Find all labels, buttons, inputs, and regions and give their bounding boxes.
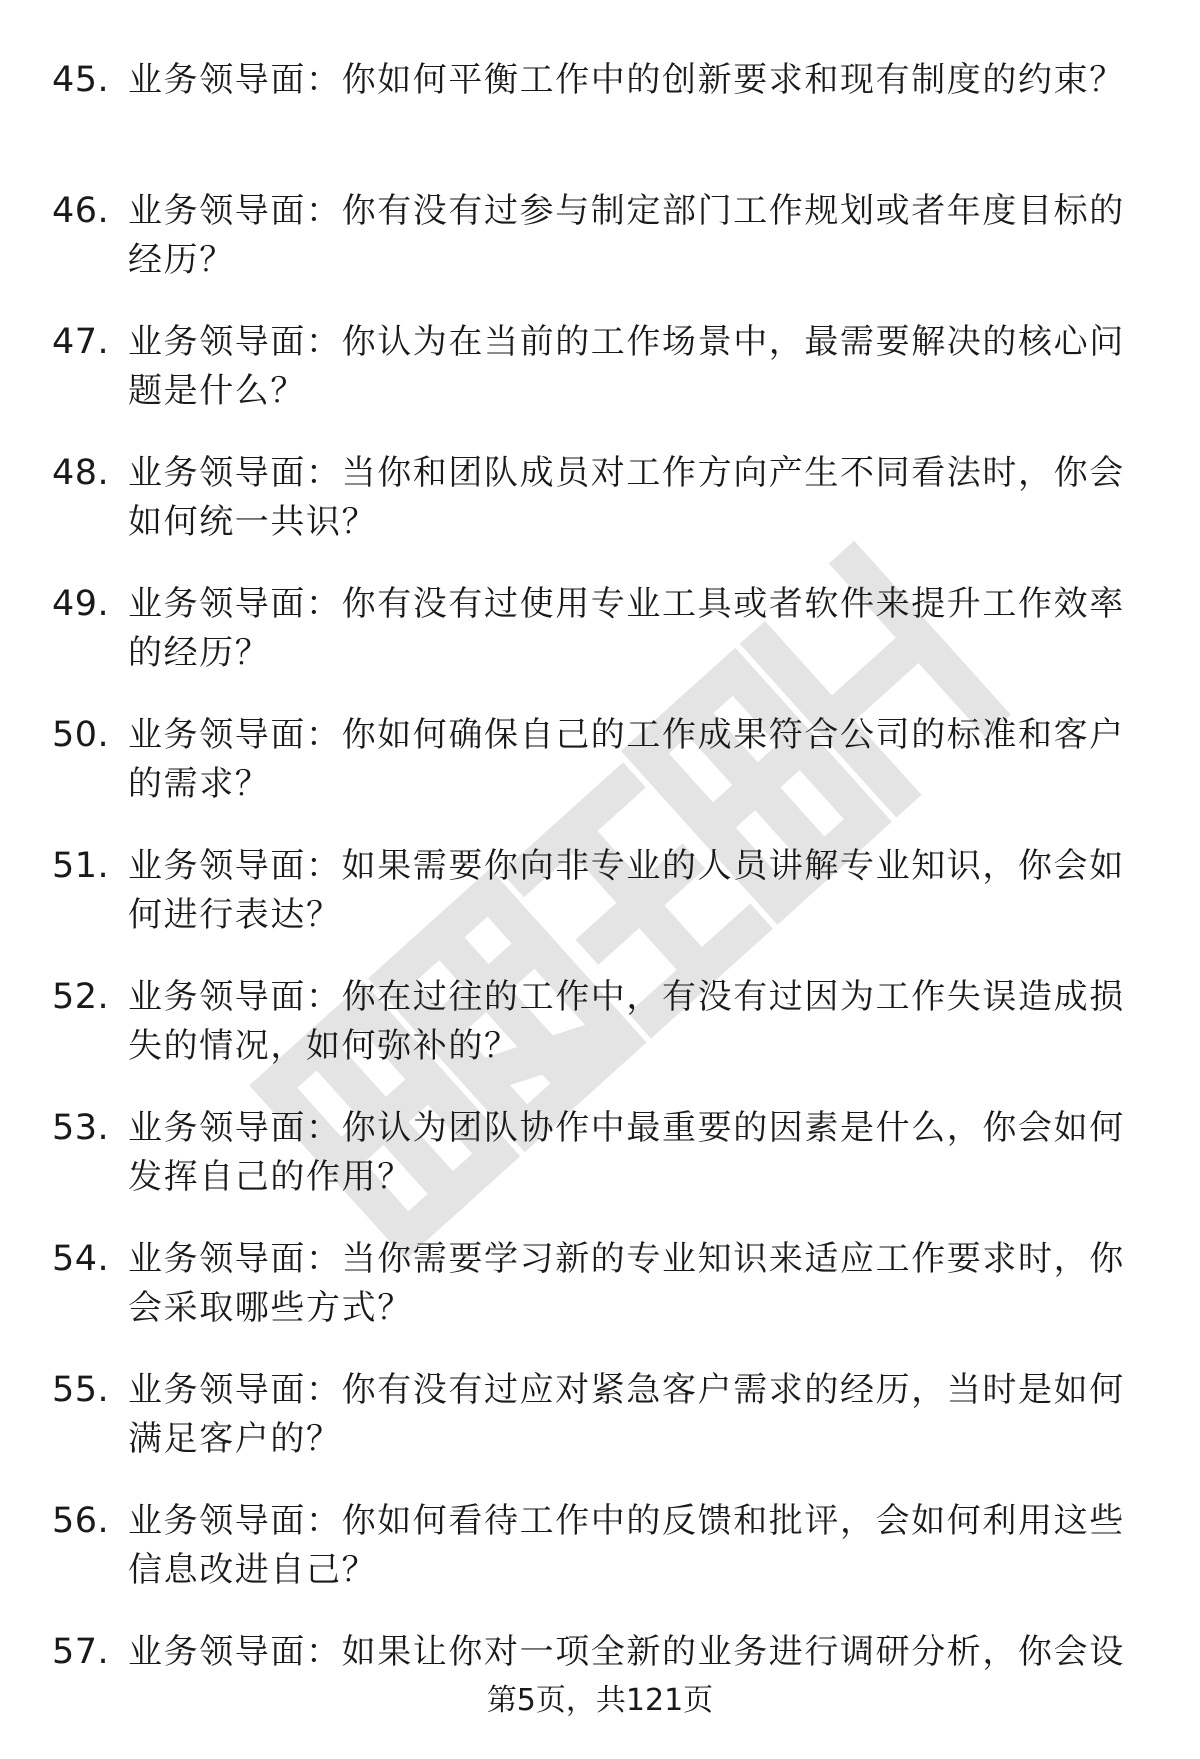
- question-text: 业务领导面：你认为团队协作中最重要的因素是什么，你会如何发挥自己的作用？: [128, 1108, 1125, 1197]
- question-text: 业务领导面：你如何确保自己的工作成果符合公司的标准和客户的需求？: [128, 715, 1125, 804]
- question-item: [0, 187, 1200, 318]
- question-number: 52.: [52, 977, 110, 1017]
- question-number: 53.: [52, 1108, 110, 1148]
- question-item: [0, 1235, 1200, 1366]
- question-text: 业务领导面：你如何平衡工作中的创新要求和现有制度的约束？: [128, 60, 1125, 100]
- question-item: [0, 711, 1200, 842]
- question-item: [0, 318, 1200, 449]
- question-item: [0, 56, 1200, 187]
- question-text: 业务领导面：当你和团队成员对工作方向产生不同看法时，你会如何统一共识？: [128, 453, 1125, 542]
- question-item: [0, 449, 1200, 580]
- question-text: 业务领导面：你如何看待工作中的反馈和批评，会如何利用这些信息改进自己？: [128, 1501, 1125, 1590]
- question-text: 业务领导面：如果让你对一项全新的业务进行调研分析，你会设: [128, 1632, 1125, 1672]
- question-text: 业务领导面：你有没有过参与制定部门工作规划或者年度目标的经历？: [128, 191, 1125, 280]
- question-text: 业务领导面：当你需要学习新的专业知识来适应工作要求时，你会采取哪些方式？: [128, 1239, 1125, 1328]
- question-text: 业务领导面：你有没有过应对紧急客户需求的经历，当时是如何满足客户的？: [128, 1370, 1125, 1459]
- question-number: 54.: [52, 1239, 110, 1279]
- question-item: [0, 580, 1200, 711]
- question-text: 业务领导面：你有没有过使用专业工具或者软件来提升工作效率的经历？: [128, 584, 1125, 673]
- question-number: 47.: [52, 322, 110, 362]
- question-item: [0, 1366, 1200, 1497]
- question-item: [0, 1104, 1200, 1235]
- question-item: [0, 842, 1200, 973]
- question-number: 56.: [52, 1501, 110, 1541]
- question-text: 业务领导面：你认为在当前的工作场景中，最需要解决的核心问题是什么？: [128, 322, 1125, 411]
- question-number: 51.: [52, 846, 110, 886]
- question-number: 55.: [52, 1370, 110, 1410]
- question-list: [0, 56, 1200, 1759]
- question-number: 46.: [52, 191, 110, 231]
- page-indicator: 第5页，共121页: [486, 1683, 714, 1718]
- question-item: [0, 973, 1200, 1104]
- question-number: 57.: [52, 1632, 110, 1672]
- question-number: 45.: [52, 60, 110, 100]
- question-text: 业务领导面：如果需要你向非专业的人员讲解专业知识，你会如何进行表达？: [128, 846, 1125, 935]
- question-text: 业务领导面：你在过往的工作中，有没有过因为工作失误造成损失的情况，如何弥补的？: [128, 977, 1125, 1066]
- question-number: 50.: [52, 715, 110, 755]
- question-number: 48.: [52, 453, 110, 493]
- question-item: [0, 1497, 1200, 1628]
- question-number: 49.: [52, 584, 110, 624]
